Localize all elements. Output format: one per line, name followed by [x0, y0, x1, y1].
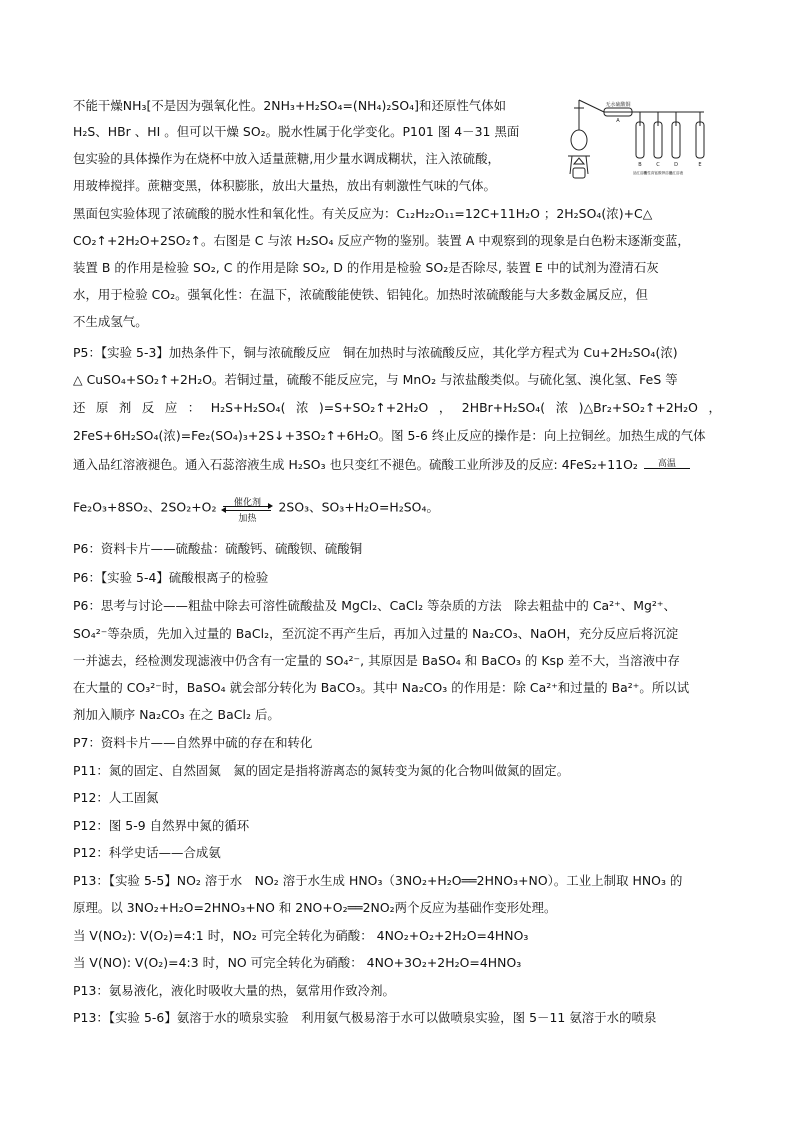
- text-segment: 浓: [555, 400, 569, 415]
- test-tube-e: [696, 122, 704, 158]
- text-line: P12：图 5-9 自然界中氮的循环: [73, 818, 250, 833]
- text-line: H₂S、HBr 、HI 。但可以干燥 SO₂。脱水性属于化学变化。P101 图 4－31 黑面: [73, 124, 520, 139]
- text-line: 用玻棒搅拌。蔗糖变黑，体积膨胀，放出大量热，放出有刺激性气味的气体。: [73, 178, 496, 193]
- text-line: P12：人工固氮: [73, 790, 159, 805]
- apparatus-label-b: B: [638, 162, 642, 168]
- text-line: 不能干燥NH₃[不是因为强氧化性。2NH₃+H₂SO₄=(NH₄)₂SO₄]和还原性气体如: [73, 98, 507, 113]
- text-line: P13：氨易液化，液化时吸收大量的热，氨常用作致冷剂。: [73, 983, 395, 998]
- reaction-condition-arrow: [642, 459, 692, 473]
- text-segment: 通入品红溶液褪色。通入石蕊溶液生成 H₂SO₃ 也只变红不褪色。硫酸工业所涉及的反应: 4FeS₂+11O₂: [73, 457, 638, 472]
- connector-tube: [579, 100, 604, 112]
- text-line: 剂加入顺序 Na₂CO₃ 在之 BaCl₂ 后。: [73, 707, 280, 722]
- text-segment: ，: [708, 400, 721, 415]
- reducing-agents-line: [73, 400, 721, 416]
- text-segment: )=S+SO₂↑+2H₂O: [318, 400, 429, 415]
- wash-bottle-b: [636, 122, 644, 158]
- text-line: 一并滤去，经检测发现滤液中仍含有一定量的 SO₄²⁻, 其原因是 BaSO₄ 和 BaCO₃ 的 Ksp 差不大，当溶液中存: [73, 653, 680, 668]
- flask-body: [571, 130, 587, 150]
- equation-line: [73, 496, 721, 524]
- text-segment: 剂: [118, 400, 132, 415]
- text-line: P13：【实验 5-5】NO₂ 溶于水 NO₂ 溶于水生成 HNO₃（3NO₂+H₂O══2HNO₃+NO）。工业上制取 HNO₃ 的: [73, 873, 683, 888]
- text-line: P6：思考与讨论——粗盐中除去可溶性硫酸盐及 MgCl₂、CaCl₂ 等杂质的方法 除去粗盐中的 Ca²⁺、Mg²⁺、: [73, 598, 676, 613]
- lamp-flame: [574, 158, 584, 164]
- reagent-label-d: 品红溶液: [668, 171, 684, 175]
- reagent-label-b: 品红溶液: [632, 171, 648, 175]
- reversible-arrow: [220, 496, 274, 524]
- text-segment: 反: [141, 400, 155, 415]
- apparatus-label-a: A: [616, 118, 620, 124]
- apparatus-label-c: C: [656, 162, 660, 168]
- text-line: 包实验的具体操作为在烧杯中放入适量蔗糖,用少量水调成糊状，注入浓硫酸，: [73, 151, 500, 166]
- wash-bottle-c: [654, 122, 662, 158]
- text-segment: )△Br₂+SO₂↑+2H₂O: [578, 400, 698, 415]
- text-line: P6：资料卡片——硫酸盐：硫酸钙、硫酸钡、硫酸铜: [73, 541, 363, 556]
- text-segment: 还: [73, 400, 86, 415]
- heat-label: 加热: [238, 514, 257, 524]
- apparatus-label-d: D: [674, 162, 678, 168]
- text-segment: H₂S+H₂SO₄(: [210, 400, 286, 415]
- text-line: 在大量的 CO₃²⁻时，BaSO₄ 就会部分转化为 BaCO₃。其中 Na₂CO₃ 的作用是：除 Ca²⁺和过量的 Ba²⁺。所以试: [73, 680, 690, 695]
- text-line: 当 V(NO): V(O₂)=4:3 时，NO 可完全转化为硝酸： 4NO+3O₂+2H₂O=4HNO₃: [73, 955, 522, 970]
- text-line: CO₂↑+2H₂O+2SO₂↑。右图是 C 与浓 H₂SO₄ 反应产物的鉴别。装置 A 中观察到的现象是白色粉末逐渐变蓝，: [73, 233, 690, 248]
- text-line: P7：资料卡片——自然界中硫的存在和转化: [73, 735, 313, 750]
- arrow-bar: [644, 468, 690, 469]
- text-segment: 原: [95, 400, 109, 415]
- text-line: △ CuSO₄+SO₂↑+2H₂O。若铜过量，硫酸不能反应完，与 MnO₂ 与浓盐酸类似。与硫化氢、溴化氢、FeS 等: [73, 372, 678, 387]
- forward-arrow: [223, 506, 271, 507]
- text-line: P5：【实验 5-3】加热条件下，铜与浓硫酸反应 铜在加热时与浓硫酸反应，其化学方程式为 Cu+2H₂SO₄(浓): [73, 345, 678, 360]
- text-segment: ：: [187, 400, 201, 415]
- alcohol-lamp: [573, 168, 585, 178]
- equation-left: Fe₂O₃+8SO₂、2SO₂+O₂: [73, 499, 217, 515]
- text-segment: 应: [164, 400, 178, 415]
- catalyst-label: 催化剂: [233, 498, 262, 508]
- text-line: 水，用于检验 CO₂。强氧化性：在温下，浓硫酸能使铁、铝钝化。加热时浓硫酸能与大多数金属反应，但: [73, 287, 648, 302]
- wash-bottle-d: [672, 122, 680, 158]
- equation-right: 2SO₃、SO₃+H₂O=H₂SO₄。: [278, 499, 439, 515]
- text-line: [73, 457, 721, 473]
- text-line: 黑面包实验体现了浓硫酸的脱水性和氧化性。有关反应为：C₁₂H₂₂O₁₁=12C+11H₂O ；2H₂SO₄(浓)+C△: [73, 206, 653, 221]
- text-line: P13：【实验 5-6】氨溶于水的喷泉实验 利用氨气极易溶于水可以做喷泉实验，图 5－11 氨溶于水的喷泉: [73, 1010, 657, 1025]
- reagent-label-c: 酸性高锰酸钾溶液: [643, 171, 673, 175]
- text-line: 当 V(NO₂): V(O₂)=4:1 时，NO₂ 可完全转化为硝酸： 4NO₂+O₂+2H₂O=4HNO₃: [73, 928, 529, 943]
- text-segment: ，: [438, 400, 452, 415]
- text-line: P6：【实验 5-4】硫酸根离子的检验: [73, 570, 269, 585]
- text-line: 装置 B 的作用是检验 SO₂, C 的作用是除 SO₂, D 的作用是检验 SO₂是否除尽, 装置 E 中的试剂为澄清石灰: [73, 260, 659, 275]
- apparatus-label-e: E: [698, 162, 702, 168]
- text-line: SO₄²⁻等杂质，先加入过量的 BaCl₂，至沉淀不再产生后，再加入过量的 Na₂CO₃、NaOH，充分反应后将沉淀: [73, 626, 679, 641]
- text-line: 原理。以 3NO₂+H₂O=2HNO₃+NO 和 2NO+O₂══2NO₂两个反应为基础作变形处理。: [73, 900, 557, 915]
- text-segment: 2HBr+H₂SO₄(: [461, 400, 546, 415]
- text-segment: 浓: [295, 400, 309, 415]
- text-line: P11：氮的固定、自然固氮 氮的固定是指将游离态的氮转变为氮的化合物叫做氮的固定。: [73, 763, 570, 778]
- text-line: P12：科学史话——合成氨: [73, 845, 221, 860]
- text-line: 不生成氢气。: [73, 314, 148, 329]
- apparatus-diagram: [564, 92, 714, 188]
- text-line: 2FeS+6H₂SO₄(浓)=Fe₂(SO₄)₃+2S↓+3SO₂↑+6H₂O。图 5-6 终止反应的操作是：向上拉铜丝。加热生成的气体: [73, 428, 706, 443]
- condition-label: 高温: [657, 458, 676, 469]
- apparatus-top-label: 无水硫酸铜: [605, 102, 631, 108]
